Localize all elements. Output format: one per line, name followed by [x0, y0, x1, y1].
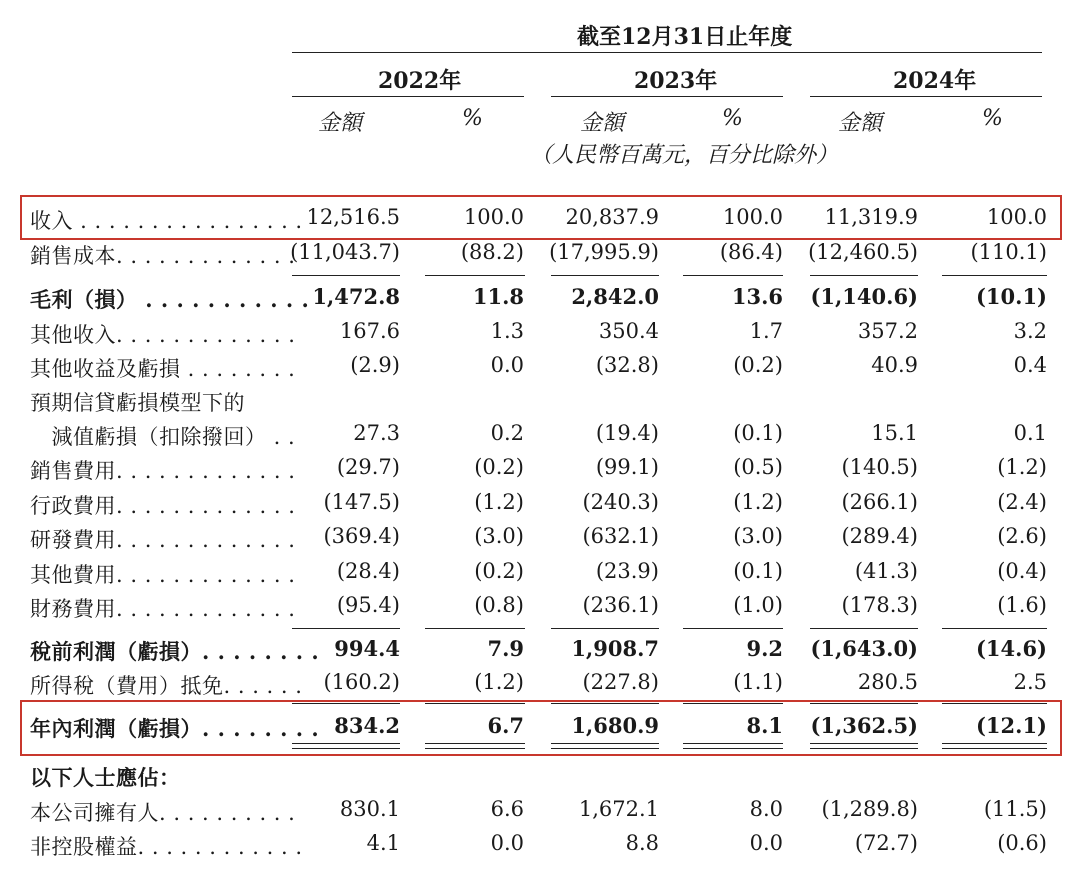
amount-header-2024: 金額: [838, 111, 883, 136]
tax-underline-6: [942, 703, 1047, 704]
percent-cell: 0.0: [490, 353, 524, 377]
percent-cell: 9.2: [746, 636, 783, 661]
amount-cell: (72.7): [854, 831, 918, 855]
amount-cell: 20,837.9: [565, 205, 659, 229]
tax-underline-4: [683, 703, 783, 704]
amount-cell: (11,043.7): [290, 240, 400, 264]
amount-cell: 40.9: [871, 353, 918, 377]
cost-underline-2: [425, 275, 525, 276]
amount-cell: (266.1): [841, 490, 918, 514]
amount-cell: (236.1): [582, 593, 659, 617]
percent-cell: 13.6: [731, 284, 783, 309]
percent-cell: (88.2): [460, 240, 524, 264]
percent-cell: (1.2): [997, 455, 1047, 479]
expense-underline-6: [942, 628, 1047, 629]
percent-cell: (0.2): [474, 559, 524, 583]
percent-cell: 3.2: [1013, 319, 1047, 343]
period-heading: 截至12月31日止年度: [577, 24, 793, 50]
amount-cell: 15.1: [871, 421, 918, 445]
amount-cell: (19.4): [595, 421, 659, 445]
amount-cell: (29.7): [336, 455, 400, 479]
percent-cell: 0.2: [490, 421, 524, 445]
amount-cell: 8.8: [625, 831, 659, 855]
amount-cell: (17,995.9): [549, 240, 659, 264]
row-label: 非控股權益. . . . . . . . . . . .: [30, 835, 303, 859]
percent-cell: 6.6: [490, 797, 524, 821]
tax-underline-1: [292, 703, 400, 704]
percent-cell: (1.2): [474, 670, 524, 694]
net-double-underline-5: [810, 743, 918, 749]
amount-cell: 1,672.1: [578, 797, 659, 821]
amount-cell: 834.2: [334, 713, 400, 738]
percent-cell: (0.6): [997, 831, 1047, 855]
amount-header-2023: 金額: [580, 111, 625, 136]
row-label: 減值虧損（扣除撥回） . .: [30, 425, 296, 449]
amount-cell: (1,140.6): [810, 284, 918, 309]
amount-cell: (227.8): [582, 670, 659, 694]
expense-underline-5: [810, 628, 918, 629]
percent-cell: 1.3: [490, 319, 524, 343]
year-2024-rule: [810, 96, 1042, 97]
amount-cell: (178.3): [841, 593, 918, 617]
row-label: 預期信貸虧損模型下的: [30, 391, 245, 415]
amount-cell: (1,362.5): [810, 713, 918, 738]
amount-cell: (289.4): [841, 524, 918, 548]
amount-cell: (2.9): [350, 353, 400, 377]
percent-cell: (11.5): [983, 797, 1047, 821]
row-label: 年內利潤（虧損）. . . . . . . .: [30, 716, 320, 741]
percent-cell: (0.4): [997, 559, 1047, 583]
percent-cell: 0.0: [490, 831, 524, 855]
amount-cell: 167.6: [339, 319, 400, 343]
amount-cell: 1,680.9: [571, 713, 659, 738]
row-label: 其他收益及虧損 . . . . . . . .: [30, 357, 296, 381]
amount-cell: (28.4): [336, 559, 400, 583]
percent-cell: 2.5: [1013, 670, 1047, 694]
amount-cell: (41.3): [854, 559, 918, 583]
row-label: 財務費用. . . . . . . . . . . . .: [30, 597, 296, 621]
amount-cell: (1,643.0): [810, 636, 918, 661]
tax-underline-2: [425, 703, 525, 704]
amount-cell: 1,472.8: [312, 284, 400, 309]
cost-underline-5: [810, 275, 918, 276]
row-label: 毛利（損） . . . . . . . . . . .: [30, 287, 310, 312]
percent-cell: (1.2): [733, 490, 783, 514]
percent-header-2023: %: [722, 106, 743, 131]
percent-cell: 100.0: [722, 205, 783, 229]
percent-cell: (0.1): [733, 421, 783, 445]
percent-cell: 8.1: [746, 713, 783, 738]
net-double-underline-3: [551, 743, 659, 749]
row-label: 以下人士應佔：: [30, 765, 181, 790]
percent-cell: 7.9: [487, 636, 524, 661]
amount-cell: (632.1): [582, 524, 659, 548]
year-2022-rule: [292, 96, 524, 97]
percent-cell: (0.2): [474, 455, 524, 479]
row-label: 所得稅（費用）抵免. . . . . .: [30, 674, 303, 698]
amount-cell: 350.4: [598, 319, 659, 343]
amount-cell: 994.4: [334, 636, 400, 661]
amount-cell: 2,842.0: [571, 284, 659, 309]
amount-header-2022: 金額: [318, 111, 363, 136]
percent-cell: (0.1): [733, 559, 783, 583]
amount-cell: 830.1: [339, 797, 400, 821]
percent-cell: 8.0: [749, 797, 783, 821]
percent-cell: (86.4): [719, 240, 783, 264]
row-label: 其他收入. . . . . . . . . . . . .: [30, 323, 296, 347]
percent-cell: 0.4: [1013, 353, 1047, 377]
year-2023-rule: [551, 96, 783, 97]
net-double-underline-2: [425, 743, 525, 749]
percent-cell: (0.2): [733, 353, 783, 377]
amount-cell: (95.4): [336, 593, 400, 617]
net-double-underline-1: [292, 743, 400, 749]
percent-cell: (3.0): [733, 524, 783, 548]
row-label: 其他費用. . . . . . . . . . . . .: [30, 563, 296, 587]
percent-cell: (14.6): [975, 636, 1047, 661]
percent-header-2024: %: [982, 106, 1003, 131]
amount-cell: (369.4): [323, 524, 400, 548]
tax-underline-5: [810, 703, 918, 704]
row-label: 行政費用. . . . . . . . . . . . .: [30, 494, 296, 518]
cost-underline-1: [292, 275, 400, 276]
row-label: 研發費用. . . . . . . . . . . . .: [30, 528, 296, 552]
amount-cell: (160.2): [323, 670, 400, 694]
amount-cell: (23.9): [595, 559, 659, 583]
year-2022-heading: 2022年: [378, 68, 462, 94]
cost-underline-4: [683, 275, 783, 276]
amount-cell: (240.3): [582, 490, 659, 514]
percent-cell: (110.1): [970, 240, 1047, 264]
row-label: 本公司擁有人. . . . . . . . . .: [30, 801, 296, 825]
amount-cell: 12,516.5: [306, 205, 400, 229]
percent-cell: 6.7: [487, 713, 524, 738]
percent-cell: (0.5): [733, 455, 783, 479]
percent-cell: (2.6): [997, 524, 1047, 548]
tax-underline-3: [551, 703, 659, 704]
percent-cell: 11.8: [472, 284, 524, 309]
percent-cell: (2.4): [997, 490, 1047, 514]
amount-cell: (147.5): [323, 490, 400, 514]
amount-cell: 1,908.7: [571, 636, 659, 661]
percent-cell: (1.0): [733, 593, 783, 617]
period-rule: [292, 52, 1042, 53]
percent-cell: 100.0: [986, 205, 1047, 229]
percent-cell: (1.1): [733, 670, 783, 694]
cost-underline-3: [551, 275, 659, 276]
expense-underline-3: [551, 628, 659, 629]
amount-cell: 4.1: [366, 831, 400, 855]
percent-cell: (0.8): [474, 593, 524, 617]
percent-cell: 1.7: [749, 319, 783, 343]
amount-cell: 357.2: [857, 319, 918, 343]
row-label: 收入 . . . . . . . . . . . . . . . .: [30, 209, 303, 233]
row-label: 銷售成本. . . . . . . . . . . . .: [30, 244, 296, 268]
amount-cell: (32.8): [595, 353, 659, 377]
percent-cell: 0.0: [749, 831, 783, 855]
percent-cell: (1.6): [997, 593, 1047, 617]
percent-cell: (1.2): [474, 490, 524, 514]
amount-cell: 11,319.9: [824, 205, 918, 229]
amount-cell: (12,460.5): [808, 240, 918, 264]
percent-cell: (10.1): [975, 284, 1047, 309]
row-label: 稅前利潤（虧損）. . . . . . . .: [30, 639, 320, 664]
expense-underline-2: [425, 628, 525, 629]
expense-underline-1: [292, 628, 400, 629]
percent-cell: 100.0: [463, 205, 524, 229]
net-double-underline-4: [683, 743, 783, 749]
percent-cell: 0.1: [1013, 421, 1047, 445]
expense-underline-4: [683, 628, 783, 629]
net-double-underline-6: [942, 743, 1047, 749]
amount-cell: 280.5: [857, 670, 918, 694]
unit-note: （人民幣百萬元，百分比除外）: [530, 143, 839, 168]
percent-header-2022: %: [462, 106, 483, 131]
year-2024-heading: 2024年: [893, 68, 977, 94]
amount-cell: (140.5): [841, 455, 918, 479]
row-label: 銷售費用. . . . . . . . . . . . .: [30, 459, 296, 483]
year-2023-heading: 2023年: [634, 68, 718, 94]
amount-cell: (1,289.8): [821, 797, 918, 821]
percent-cell: (3.0): [474, 524, 524, 548]
cost-underline-6: [942, 275, 1047, 276]
amount-cell: 27.3: [353, 421, 400, 445]
amount-cell: (99.1): [595, 455, 659, 479]
percent-cell: (12.1): [975, 713, 1047, 738]
